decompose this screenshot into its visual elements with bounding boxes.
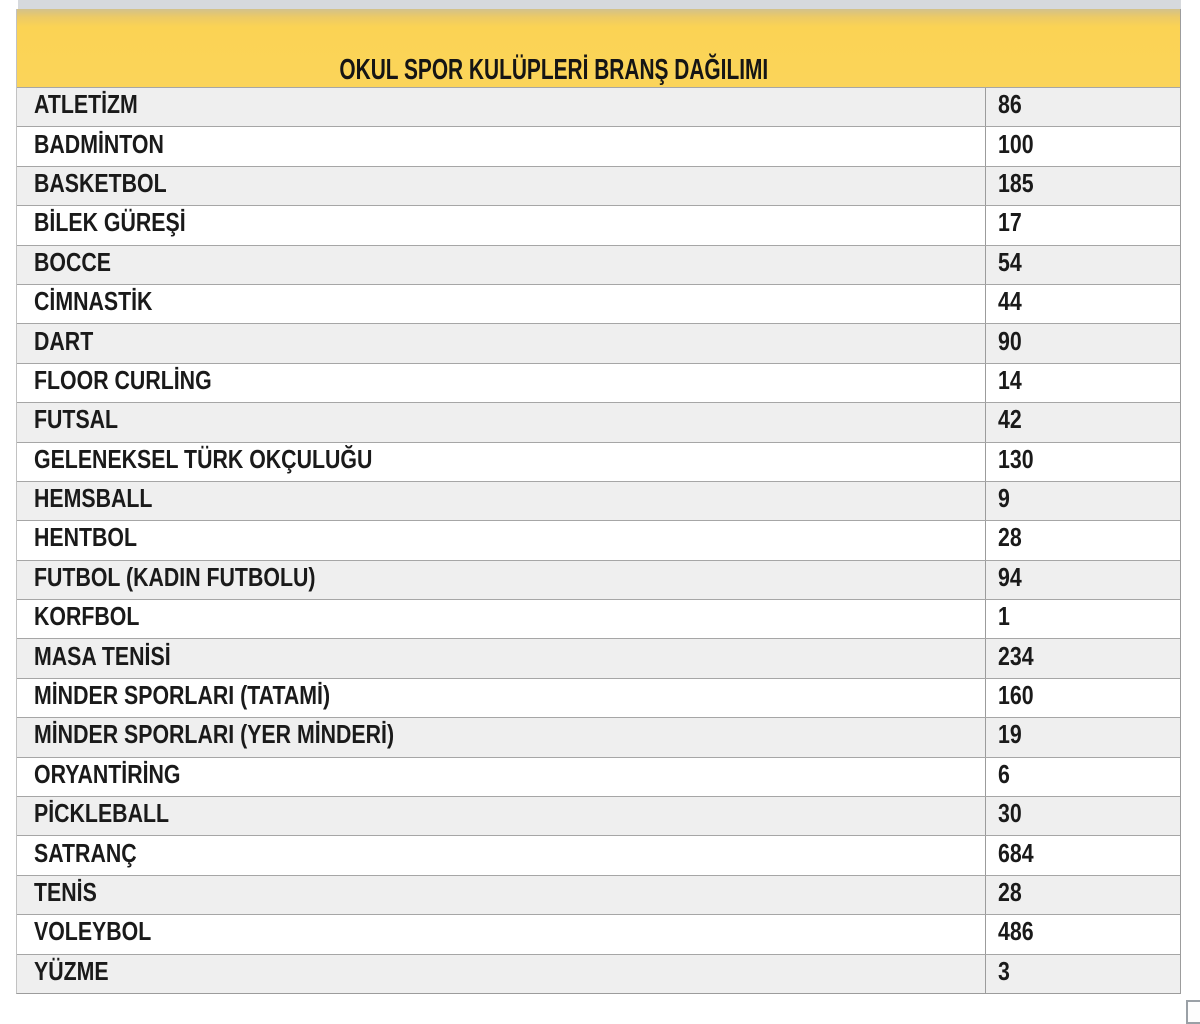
branch-name-label: YÜZME bbox=[34, 955, 109, 986]
table-row[interactable] bbox=[17, 560, 1180, 599]
table-row[interactable] bbox=[17, 875, 1180, 914]
branch-name-cell bbox=[17, 324, 986, 362]
branch-name-label: CİMNASTİK bbox=[34, 286, 153, 317]
table-row[interactable] bbox=[17, 126, 1180, 165]
table-title: OKUL SPOR KULÜPLERİ BRANŞ DAĞILIMI bbox=[339, 53, 768, 86]
branch-name-label: KORFBOL bbox=[34, 601, 140, 632]
branch-count-cell bbox=[986, 758, 1180, 796]
branch-name-label: BİLEK GÜREŞİ bbox=[34, 207, 186, 238]
branch-count-value: 1 bbox=[998, 601, 1010, 632]
table-body bbox=[17, 87, 1180, 993]
table-row[interactable] bbox=[17, 954, 1180, 993]
branch-count-cell bbox=[986, 639, 1180, 677]
branch-name-label: BASKETBOL bbox=[34, 167, 167, 198]
branch-name-cell bbox=[17, 915, 986, 953]
branch-count-value: 19 bbox=[998, 719, 1022, 750]
table-row[interactable] bbox=[17, 757, 1180, 796]
branch-count-cell bbox=[986, 443, 1180, 481]
branch-count-value: 100 bbox=[998, 128, 1034, 159]
branch-count-value: 94 bbox=[998, 561, 1022, 592]
branch-count-value: 42 bbox=[998, 404, 1022, 435]
branch-count-cell bbox=[986, 797, 1180, 835]
branch-count-value: 86 bbox=[998, 89, 1022, 120]
table-row[interactable] bbox=[17, 717, 1180, 756]
branch-count-value: 234 bbox=[998, 640, 1034, 671]
branch-name-cell bbox=[17, 88, 986, 126]
branch-count-cell bbox=[986, 600, 1180, 638]
table-row[interactable] bbox=[17, 402, 1180, 441]
partial-cell-fragment bbox=[1186, 1000, 1200, 1024]
branch-name-cell bbox=[17, 561, 986, 599]
branch-count-cell bbox=[986, 403, 1180, 441]
branch-count-cell bbox=[986, 876, 1180, 914]
branch-name-label: SATRANÇ bbox=[34, 837, 137, 868]
branch-name-label: HEMSBALL bbox=[34, 483, 153, 514]
branch-name-cell bbox=[17, 364, 986, 402]
branch-name-label: MİNDER SPORLARI (TATAMİ) bbox=[34, 680, 331, 711]
table-row[interactable] bbox=[17, 638, 1180, 677]
branch-count-value: 17 bbox=[998, 207, 1022, 238]
branch-name-label: BOCCE bbox=[34, 246, 112, 277]
branch-count-value: 130 bbox=[998, 443, 1034, 474]
branch-count-cell bbox=[986, 88, 1180, 126]
branch-count-cell bbox=[986, 364, 1180, 402]
sports-branch-table bbox=[16, 9, 1181, 994]
branch-name-label: FUTSAL bbox=[34, 404, 119, 435]
branch-count-cell bbox=[986, 167, 1180, 205]
branch-count-value: 90 bbox=[998, 325, 1022, 356]
branch-name-cell bbox=[17, 639, 986, 677]
branch-count-cell bbox=[986, 246, 1180, 284]
branch-name-cell bbox=[17, 679, 986, 717]
table-row[interactable] bbox=[17, 481, 1180, 520]
branch-name-label: VOLEYBOL bbox=[34, 916, 152, 947]
branch-count-cell bbox=[986, 127, 1180, 165]
table-row[interactable] bbox=[17, 796, 1180, 835]
branch-count-cell bbox=[986, 206, 1180, 244]
branch-count-value: 28 bbox=[998, 522, 1022, 553]
branch-name-cell bbox=[17, 521, 986, 559]
branch-count-value: 54 bbox=[998, 246, 1022, 277]
cropped-row-fragment bbox=[18, 0, 1181, 9]
branch-name-cell bbox=[17, 482, 986, 520]
branch-name-cell bbox=[17, 955, 986, 993]
branch-count-value: 30 bbox=[998, 798, 1022, 829]
branch-name-label: TENİS bbox=[34, 877, 97, 907]
branch-name-cell bbox=[17, 127, 986, 165]
branch-name-cell bbox=[17, 797, 986, 835]
table-row[interactable] bbox=[17, 599, 1180, 638]
table-row[interactable] bbox=[17, 205, 1180, 244]
table-row[interactable] bbox=[17, 835, 1180, 874]
branch-count-cell bbox=[986, 836, 1180, 874]
branch-count-value: 6 bbox=[998, 758, 1010, 789]
branch-name-label: HENTBOL bbox=[34, 522, 138, 553]
table-row[interactable] bbox=[17, 520, 1180, 559]
branch-count-value: 160 bbox=[998, 680, 1034, 711]
branch-name-cell bbox=[17, 206, 986, 244]
branch-name-cell bbox=[17, 600, 986, 638]
branch-count-cell bbox=[986, 285, 1180, 323]
branch-count-value: 185 bbox=[998, 167, 1034, 198]
branch-count-value: 9 bbox=[998, 483, 1010, 514]
branch-name-cell bbox=[17, 876, 986, 914]
branch-name-cell bbox=[17, 758, 986, 796]
branch-count-cell bbox=[986, 521, 1180, 559]
branch-name-cell bbox=[17, 718, 986, 756]
table-row[interactable] bbox=[17, 363, 1180, 402]
table-row[interactable] bbox=[17, 442, 1180, 481]
branch-count-cell bbox=[986, 561, 1180, 599]
table-row[interactable] bbox=[17, 245, 1180, 284]
branch-count-cell bbox=[986, 679, 1180, 717]
branch-name-cell bbox=[17, 246, 986, 284]
branch-name-label: MİNDER SPORLARI (YER MİNDERİ) bbox=[34, 719, 395, 750]
branch-name-cell bbox=[17, 167, 986, 205]
branch-name-label: FLOOR CURLİNG bbox=[34, 364, 212, 395]
branch-name-label: BADMİNTON bbox=[34, 128, 164, 159]
table-row[interactable] bbox=[17, 678, 1180, 717]
branch-count-cell bbox=[986, 915, 1180, 953]
table-header bbox=[17, 9, 1180, 87]
branch-count-cell bbox=[986, 718, 1180, 756]
branch-name-label: MASA TENİSİ bbox=[34, 640, 171, 671]
table-row[interactable] bbox=[17, 166, 1180, 205]
branch-name-cell bbox=[17, 403, 986, 441]
branch-name-label: DART bbox=[34, 325, 94, 356]
branch-name-cell bbox=[17, 443, 986, 481]
branch-name-cell bbox=[17, 836, 986, 874]
table-row[interactable] bbox=[17, 323, 1180, 362]
branch-count-cell bbox=[986, 482, 1180, 520]
branch-count-value: 3 bbox=[998, 955, 1010, 986]
table-row[interactable] bbox=[17, 914, 1180, 953]
table-row[interactable] bbox=[17, 87, 1180, 126]
branch-name-label: ATLETİZM bbox=[34, 89, 138, 120]
branch-count-cell bbox=[986, 955, 1180, 993]
branch-name-cell bbox=[17, 285, 986, 323]
branch-name-label: ORYANTİRİNG bbox=[34, 758, 181, 789]
branch-name-label: GELENEKSEL TÜRK OKÇULUĞU bbox=[34, 443, 373, 474]
branch-count-value: 28 bbox=[998, 877, 1022, 907]
branch-count-value: 486 bbox=[998, 916, 1034, 947]
branch-count-cell bbox=[986, 324, 1180, 362]
table-row[interactable] bbox=[17, 284, 1180, 323]
branch-count-value: 684 bbox=[998, 837, 1034, 868]
branch-count-value: 14 bbox=[998, 364, 1022, 395]
branch-count-value: 44 bbox=[998, 286, 1022, 317]
branch-name-label: FUTBOL (KADIN FUTBOLU) bbox=[34, 561, 316, 592]
branch-name-label: PİCKLEBALL bbox=[34, 798, 170, 829]
